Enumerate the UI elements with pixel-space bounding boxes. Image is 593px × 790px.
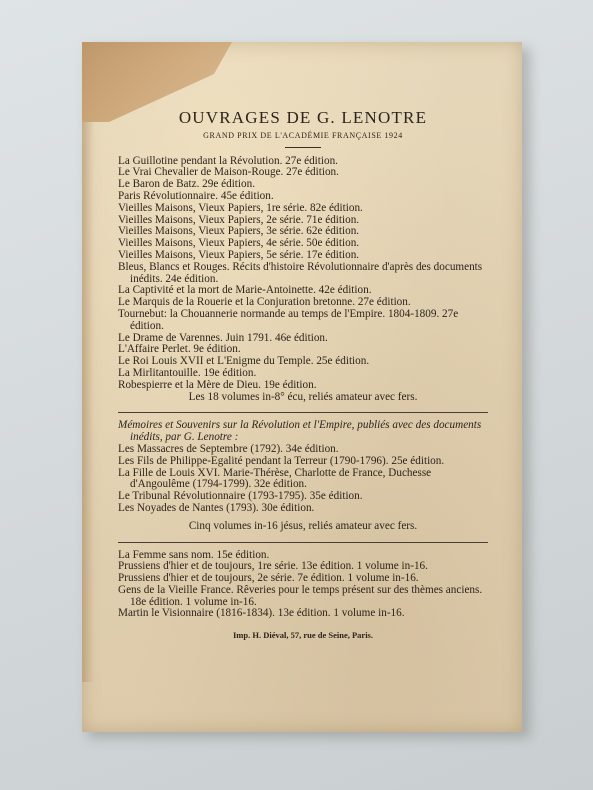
list-item: Gens de la Vieille France. Rêveries pour le temps présent sur des thèmes anciens. 18e édition. 1 volume in-16.	[118, 583, 483, 608]
section-intro: Mémoires et Souvenirs sur la Révolution et l'Empire, publiés avec des documents inédits, par G. Lenotre :	[118, 419, 482, 444]
list-item: Vieilles Maisons, Vieux Papiers, 4e série. 50e édition.	[118, 237, 360, 250]
memoires-section	[118, 420, 488, 532]
list-item: La Guillotine pendant la Révolution. 27e édition.	[118, 154, 338, 167]
list-item: Les Fils de Philippe-Egalité pendant la Terreur (1790-1796). 25e édition.	[118, 454, 445, 467]
page-title: OUVRAGES DE G. LENOTRE	[178, 108, 428, 127]
binding-note: Cinq volumes in-16 jésus, reliés amateur avec fers.	[188, 519, 418, 532]
spine-stain	[82, 122, 94, 682]
list-item: La Fille de Louis XVI. Marie-Thérèse, Charlotte de France, Duchesse d'Angoulême (1794-1799). 32e édition.	[118, 466, 432, 491]
list-item: Le Drame de Varennes. Juin 1791. 46e édition.	[118, 331, 328, 344]
printer-imprint: Imp. H. Diéval, 57, rue de Seine, Paris.	[232, 630, 373, 641]
list-item: Le Tribunal Révolutionnaire (1793-1795). 35e édition.	[118, 490, 363, 503]
list-item: Vieilles Maisons, Vieux Papiers, 1re série. 82e édition.	[118, 201, 363, 214]
other-works-list	[118, 550, 488, 621]
list-item: La Femme sans nom. 15e édition.	[118, 548, 270, 561]
list-item: Vieilles Maisons, Vieux Papiers, 2e série. 71e édition.	[118, 213, 360, 226]
list-item: Le Roi Louis XVII et L'Enigme du Temple. 25e édition.	[118, 355, 370, 368]
list-item: Le Marquis de la Rouerie et la Conjuration bretonne. 27e édition.	[118, 296, 411, 309]
list-item: Robespierre et la Mère de Dieu. 19e édition.	[118, 378, 317, 391]
list-item: Prussiens d'hier et de toujours, 2e série. 7e édition. 1 volume in-16.	[118, 572, 419, 585]
works-list	[118, 156, 488, 404]
list-item: Les Noyades de Nantes (1793). 30e édition.	[118, 501, 315, 514]
list-item: Martin le Visionnaire (1816-1834). 13e édition. 1 volume in-16.	[118, 607, 405, 620]
section-divider	[118, 542, 488, 543]
list-item: Prussiens d'hier et de toujours, 1re série. 13e édition. 1 volume in-16.	[118, 560, 428, 573]
list-item: Vieilles Maisons, Vieux Papiers, 3e série. 62e édition.	[118, 225, 360, 238]
list-item: Le Vrai Chevalier de Maison-Rouge. 27e édition.	[118, 166, 339, 179]
book-back-cover	[82, 42, 522, 732]
list-item: Bleus, Blancs et Rouges. Récits d'histoire Révolutionnaire d'après des documents inédits. 24e édition.	[118, 260, 483, 285]
list-item: Tournebut: la Chouannerie normande au temps de l'Empire. 1804-1809. 27e édition.	[118, 307, 459, 332]
list-item: Le Baron de Batz. 29e édition.	[118, 178, 256, 191]
list-item: Paris Révolutionnaire. 45e édition.	[118, 189, 274, 202]
list-item: Vieilles Maisons, Vieux Papiers, 5e série. 17e édition.	[118, 248, 360, 261]
section-divider	[118, 412, 488, 413]
list-item: La Captivité et la mort de Marie-Antoinette. 42e édition.	[118, 284, 372, 297]
cover-text	[118, 108, 488, 642]
list-item: La Mirlitantouille. 19e édition.	[118, 366, 257, 379]
title-divider	[285, 147, 321, 148]
list-item: L'Affaire Perlet. 9e édition.	[118, 343, 241, 356]
binding-note: Les 18 volumes in-8° écu, reliés amateur avec fers.	[188, 390, 418, 403]
page-subtitle: GRAND PRIX DE L'ACADÉMIE FRANÇAISE 1924	[203, 130, 403, 140]
list-item: Les Massacres de Septembre (1792). 34e édition.	[118, 442, 339, 455]
